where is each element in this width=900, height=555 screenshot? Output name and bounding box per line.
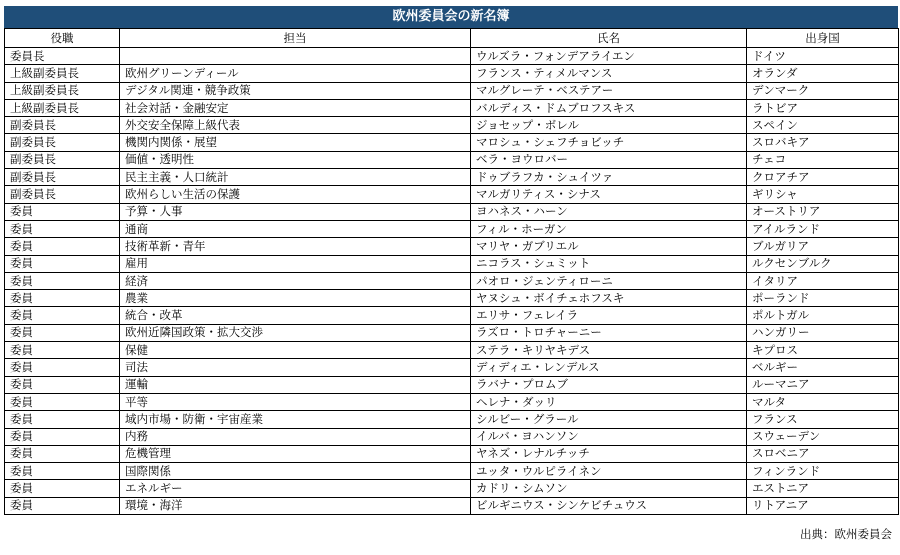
column-header-position: 役職 xyxy=(5,29,120,48)
cell-name: ウルズラ・フォンデアライエン xyxy=(471,48,747,65)
cell-portfolio: 運輸 xyxy=(120,376,471,393)
cell-name: ヤネズ・レナルチッチ xyxy=(471,445,747,462)
cell-name: ヤヌシュ・ボイチェホフスキ xyxy=(471,290,747,307)
cell-country: チェコ xyxy=(747,151,899,168)
table-row xyxy=(5,220,899,237)
cell-portfolio: 司法 xyxy=(120,359,471,376)
cell-name: ラバナ・プロムブ xyxy=(471,376,747,393)
cell-country: ブルガリア xyxy=(747,238,899,255)
cell-country: スウェーデン xyxy=(747,428,899,445)
cell-portfolio: 民主主義・人口統計 xyxy=(120,169,471,186)
cell-position: 委員 xyxy=(5,445,120,462)
cell-name: マロシュ・シェフチョビッチ xyxy=(471,134,747,151)
cell-name: ニコラス・シュミット xyxy=(471,255,747,272)
cell-position: 副委員長 xyxy=(5,134,120,151)
cell-position: 副委員長 xyxy=(5,117,120,134)
cell-position: 委員 xyxy=(5,463,120,480)
cell-portfolio: 危機管理 xyxy=(120,445,471,462)
roster-table xyxy=(4,28,899,515)
cell-name: フランス・ティメルマンス xyxy=(471,65,747,82)
cell-position: 委員 xyxy=(5,497,120,514)
cell-name: ユッタ・ウルピライネン xyxy=(471,463,747,480)
cell-portfolio: 環境・海洋 xyxy=(120,497,471,514)
cell-country: ポーランド xyxy=(747,290,899,307)
cell-position: 委員 xyxy=(5,290,120,307)
cell-portfolio: 社会対話・金融安定 xyxy=(120,99,471,116)
table-row xyxy=(5,151,899,168)
cell-country: オーストリア xyxy=(747,203,899,220)
cell-name: ラズロ・トロチャーニー xyxy=(471,324,747,341)
table-row xyxy=(5,428,899,445)
cell-country: ルーマニア xyxy=(747,376,899,393)
cell-position: 委員 xyxy=(5,307,120,324)
cell-position: 副委員長 xyxy=(5,186,120,203)
cell-portfolio: 域内市場・防衛・宇宙産業 xyxy=(120,411,471,428)
cell-portfolio: 内務 xyxy=(120,428,471,445)
table-row xyxy=(5,238,899,255)
cell-name: ジョセップ・ボレル xyxy=(471,117,747,134)
cell-position: 委員 xyxy=(5,272,120,289)
table-row xyxy=(5,186,899,203)
column-header-portfolio: 担当 xyxy=(120,29,471,48)
cell-portfolio: 予算・人事 xyxy=(120,203,471,220)
cell-position: 委員 xyxy=(5,238,120,255)
cell-portfolio: 技術革新・青年 xyxy=(120,238,471,255)
table-row xyxy=(5,99,899,116)
cell-country: フランス xyxy=(747,411,899,428)
table-row xyxy=(5,463,899,480)
cell-name: パオロ・ジェンティローニ xyxy=(471,272,747,289)
cell-name: ヘレナ・ダッリ xyxy=(471,393,747,410)
cell-portfolio xyxy=(120,48,471,65)
cell-position: 委員 xyxy=(5,342,120,359)
cell-portfolio: 機関内関係・展望 xyxy=(120,134,471,151)
cell-portfolio: 国際関係 xyxy=(120,463,471,480)
table-row xyxy=(5,48,899,65)
cell-portfolio: デジタル関連・競争政策 xyxy=(120,82,471,99)
table-row xyxy=(5,497,899,514)
table-row xyxy=(5,82,899,99)
table-row xyxy=(5,393,899,410)
cell-position: 委員 xyxy=(5,376,120,393)
table-row xyxy=(5,342,899,359)
cell-position: 委員 xyxy=(5,393,120,410)
cell-position: 上級副委員長 xyxy=(5,99,120,116)
cell-portfolio: 通商 xyxy=(120,220,471,237)
cell-country: マルタ xyxy=(747,393,899,410)
cell-position: 上級副委員長 xyxy=(5,82,120,99)
column-header-country: 出身国 xyxy=(747,29,899,48)
cell-portfolio: 経済 xyxy=(120,272,471,289)
cell-position: 委員 xyxy=(5,428,120,445)
cell-position: 委員 xyxy=(5,255,120,272)
table-row xyxy=(5,445,899,462)
cell-name: ベラ・ヨウロバー xyxy=(471,151,747,168)
cell-name: ビルギニウス・シンケビチュウス xyxy=(471,497,747,514)
cell-portfolio: 平等 xyxy=(120,393,471,410)
table-row xyxy=(5,324,899,341)
cell-country: スペイン xyxy=(747,117,899,134)
source-note: 出典：欧州委員会 xyxy=(800,527,892,541)
cell-name: カドリ・シムソン xyxy=(471,480,747,497)
cell-country: ポルトガル xyxy=(747,307,899,324)
table-row xyxy=(5,411,899,428)
cell-name: ディディエ・レンデルス xyxy=(471,359,747,376)
cell-country: フィンランド xyxy=(747,463,899,480)
table-row xyxy=(5,307,899,324)
column-header-name: 氏名 xyxy=(471,29,747,48)
table-row xyxy=(5,255,899,272)
cell-country: ギリシャ xyxy=(747,186,899,203)
cell-portfolio: 雇用 xyxy=(120,255,471,272)
cell-name: バルディス・ドムブロフスキス xyxy=(471,99,747,116)
cell-position: 委員 xyxy=(5,359,120,376)
cell-name: フィル・ホーガン xyxy=(471,220,747,237)
cell-country: デンマーク xyxy=(747,82,899,99)
cell-portfolio: 保健 xyxy=(120,342,471,359)
cell-position: 上級副委員長 xyxy=(5,65,120,82)
cell-portfolio: 外交安全保障上級代表 xyxy=(120,117,471,134)
cell-position: 委員 xyxy=(5,220,120,237)
table-row xyxy=(5,272,899,289)
table-row xyxy=(5,290,899,307)
cell-country: キプロス xyxy=(747,342,899,359)
cell-position: 委員 xyxy=(5,480,120,497)
cell-portfolio: 価値・透明性 xyxy=(120,151,471,168)
table-header-row xyxy=(5,29,899,48)
cell-country: エストニア xyxy=(747,480,899,497)
cell-position: 委員 xyxy=(5,324,120,341)
table-row xyxy=(5,117,899,134)
cell-country: ハンガリー xyxy=(747,324,899,341)
cell-country: オランダ xyxy=(747,65,899,82)
cell-name: ヨハネス・ハーン xyxy=(471,203,747,220)
cell-country: イタリア xyxy=(747,272,899,289)
cell-portfolio: 欧州近隣国政策・拡大交渉 xyxy=(120,324,471,341)
cell-name: ステラ・キリヤキデス xyxy=(471,342,747,359)
cell-portfolio: 統合・改革 xyxy=(120,307,471,324)
table-row xyxy=(5,169,899,186)
cell-name: マルガリティス・シナス xyxy=(471,186,747,203)
cell-name: エリサ・フェレイラ xyxy=(471,307,747,324)
table-row xyxy=(5,134,899,151)
cell-position: 委員 xyxy=(5,203,120,220)
cell-country: スロバキア xyxy=(747,134,899,151)
cell-country: リトアニア xyxy=(747,497,899,514)
cell-country: ルクセンブルク xyxy=(747,255,899,272)
cell-country: アイルランド xyxy=(747,220,899,237)
cell-country: ベルギー xyxy=(747,359,899,376)
table-row xyxy=(5,65,899,82)
table-row xyxy=(5,376,899,393)
cell-name: ドゥブラフカ・シュイツァ xyxy=(471,169,747,186)
table-body xyxy=(5,48,899,515)
cell-portfolio: 農業 xyxy=(120,290,471,307)
table-title: 欧州委員会の新名簿 xyxy=(4,6,898,28)
cell-name: イルバ・ヨハンソン xyxy=(471,428,747,445)
cell-position: 副委員長 xyxy=(5,169,120,186)
cell-name: マルグレーテ・ベステアー xyxy=(471,82,747,99)
cell-country: スロベニア xyxy=(747,445,899,462)
cell-portfolio: 欧州らしい生活の保護 xyxy=(120,186,471,203)
table-row xyxy=(5,203,899,220)
cell-country: ドイツ xyxy=(747,48,899,65)
cell-position: 委員長 xyxy=(5,48,120,65)
roster-table-container xyxy=(4,6,898,515)
cell-name: マリヤ・ガブリエル xyxy=(471,238,747,255)
cell-country: クロアチア xyxy=(747,169,899,186)
cell-country: ラトビア xyxy=(747,99,899,116)
cell-position: 委員 xyxy=(5,411,120,428)
table-row xyxy=(5,359,899,376)
table-row xyxy=(5,480,899,497)
cell-portfolio: 欧州グリーンディール xyxy=(120,65,471,82)
cell-name: シルビー・グラール xyxy=(471,411,747,428)
cell-portfolio: エネルギー xyxy=(120,480,471,497)
cell-position: 副委員長 xyxy=(5,151,120,168)
